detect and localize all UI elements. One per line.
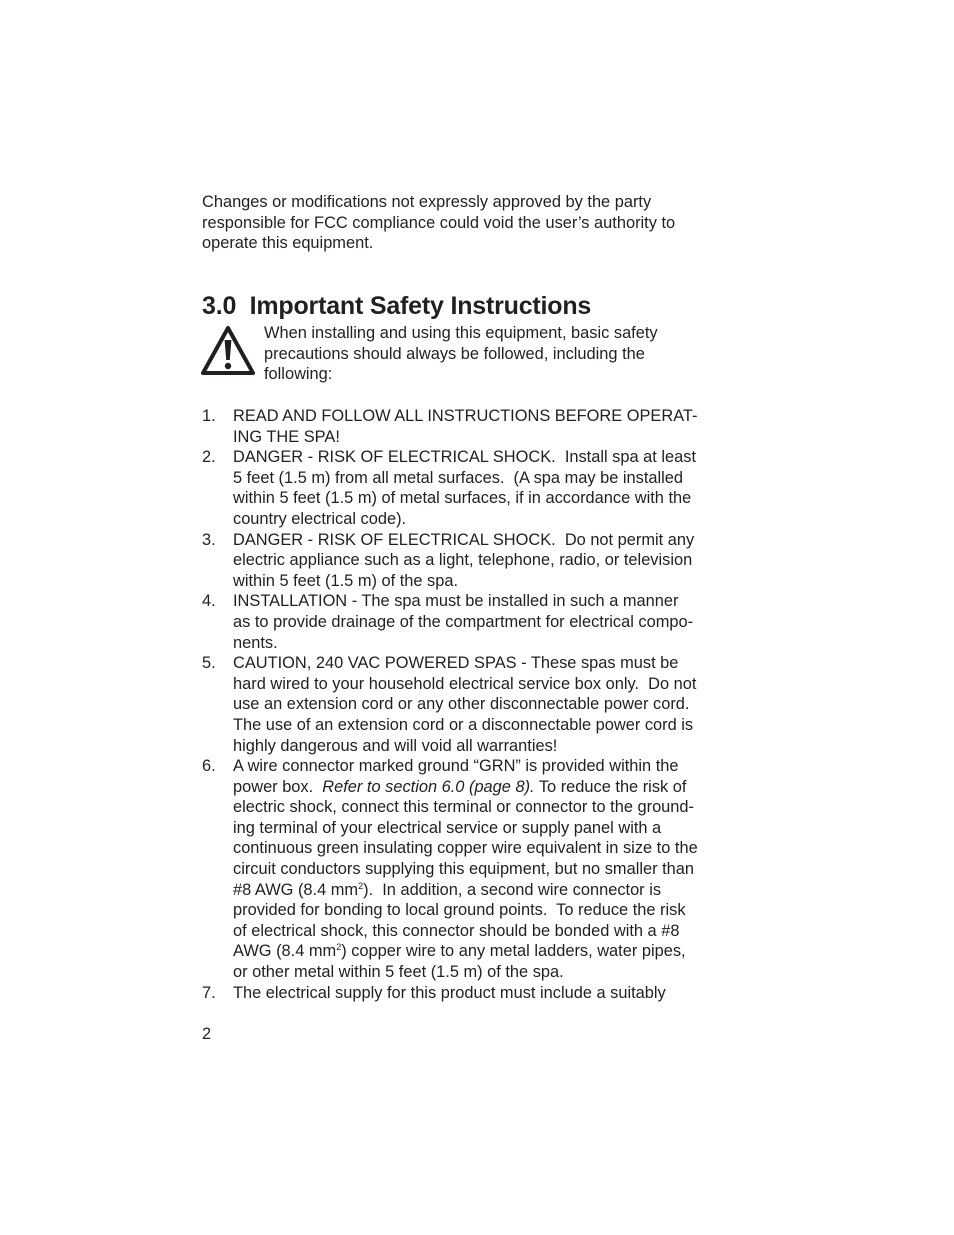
- warning-line: precautions should always be followed, including the: [264, 344, 645, 363]
- item-line: [233, 880, 732, 901]
- warning-text: [264, 323, 734, 385]
- item-line: of electrical shock, this connector should be bonded with a #8: [233, 921, 680, 940]
- item-line: READ AND FOLLOW ALL INSTRUCTIONS BEFORE OPERAT-: [233, 407, 698, 425]
- superscript: 2: [358, 880, 364, 891]
- item-text: [233, 447, 732, 529]
- list-item: [202, 756, 732, 983]
- item-line: ing terminal of your electrical service or supply panel with a: [233, 818, 662, 837]
- item-line: The electrical supply for this product must include a suitably: [233, 983, 666, 1002]
- item-number: 4.: [202, 592, 216, 611]
- item-number: 3.: [202, 530, 216, 549]
- page-number: 2: [202, 1025, 212, 1043]
- item-line: A wire connector marked ground “GRN” is provided within the: [233, 757, 679, 776]
- item-text: [233, 983, 732, 1004]
- item-text-run: ). In addition, a second wire connector is: [363, 880, 662, 899]
- item-text-run: power box.: [233, 777, 323, 796]
- section-reference: Refer to section 6.0 (page 8).: [322, 777, 535, 796]
- intro-line: Changes or modifications not expressly approved by the party: [202, 193, 652, 211]
- item-number: 5.: [202, 654, 216, 673]
- warning-triangle-icon: [200, 325, 256, 377]
- item-line: within 5 feet (1.5 m) of the spa.: [233, 571, 459, 590]
- warning-line: When installing and using this equipment, basic safety: [264, 324, 658, 342]
- item-number: 1.: [202, 407, 216, 425]
- item-text: [233, 530, 732, 592]
- item-line: DANGER - RISK OF ELECTRICAL SHOCK. Do not permit any: [233, 530, 695, 549]
- item-text-run: AWG (8.4 mm: [233, 942, 337, 961]
- item-line: electric appliance such as a light, telephone, radio, or television: [233, 551, 693, 570]
- item-line: 5 feet (1.5 m) from all metal surfaces. (A spa may be installed: [233, 468, 684, 487]
- item-number: 2.: [202, 448, 216, 467]
- item-line: nents.: [233, 633, 278, 652]
- item-number: 7.: [202, 983, 216, 1002]
- item-number: 6.: [202, 757, 216, 776]
- item-text: [233, 653, 732, 756]
- item-line: DANGER - RISK OF ELECTRICAL SHOCK. Install spa at least: [233, 448, 697, 467]
- section-title: 3.0 Important Safety Instructions: [202, 292, 592, 320]
- list-item: [202, 653, 732, 756]
- intro-line: responsible for FCC compliance could void the user’s authority to: [202, 213, 676, 232]
- item-line: highly dangerous and will void all warranties!: [233, 736, 558, 755]
- item-text: [233, 756, 732, 983]
- item-line: continuous green insulating copper wire equivalent in size to the: [233, 839, 698, 858]
- superscript: 2: [336, 942, 342, 953]
- intro-line: operate this equipment.: [202, 234, 374, 253]
- item-line: provided for bonding to local ground points. To reduce the risk: [233, 901, 686, 920]
- item-line: circuit conductors supplying this equipment, but no smaller than: [233, 860, 695, 879]
- list-item: [202, 447, 732, 529]
- item-line: INSTALLATION - The spa must be installed in such a manner: [233, 592, 679, 611]
- warning-line: following:: [264, 365, 333, 384]
- safety-instructions-list: [202, 406, 732, 1003]
- item-line: ING THE SPA!: [233, 427, 340, 446]
- list-item: [202, 530, 732, 592]
- item-line: electric shock, connect this terminal or connector to the ground-: [233, 798, 694, 817]
- item-line: hard wired to your household electrical service box only. Do not: [233, 674, 697, 693]
- item-line: use an extension cord or any other disconnectable power cord.: [233, 695, 690, 714]
- item-line: The use of an extension cord or a disconnectable power cord is: [233, 715, 694, 734]
- item-line: [233, 941, 732, 962]
- item-text-run: To reduce the risk of: [534, 777, 687, 796]
- list-item: [202, 983, 732, 1004]
- item-line: or other metal within 5 feet (1.5 m) of the spa.: [233, 963, 564, 982]
- item-text-run: ) copper wire to any metal ladders, water pipes,: [341, 942, 686, 961]
- list-item: [202, 406, 732, 447]
- item-line: within 5 feet (1.5 m) of metal surfaces, if in accordance with the: [233, 489, 692, 508]
- item-text: [233, 406, 732, 447]
- item-line: [233, 777, 732, 798]
- intro-paragraph: [202, 192, 732, 254]
- item-line: country electrical code).: [233, 509, 407, 528]
- item-line: CAUTION, 240 VAC POWERED SPAS - These spas must be: [233, 654, 679, 673]
- item-text: [233, 591, 732, 653]
- item-line: as to provide drainage of the compartment for electrical compo-: [233, 612, 694, 631]
- item-text-run: #8 AWG (8.4 mm: [233, 880, 359, 899]
- list-item: [202, 591, 732, 653]
